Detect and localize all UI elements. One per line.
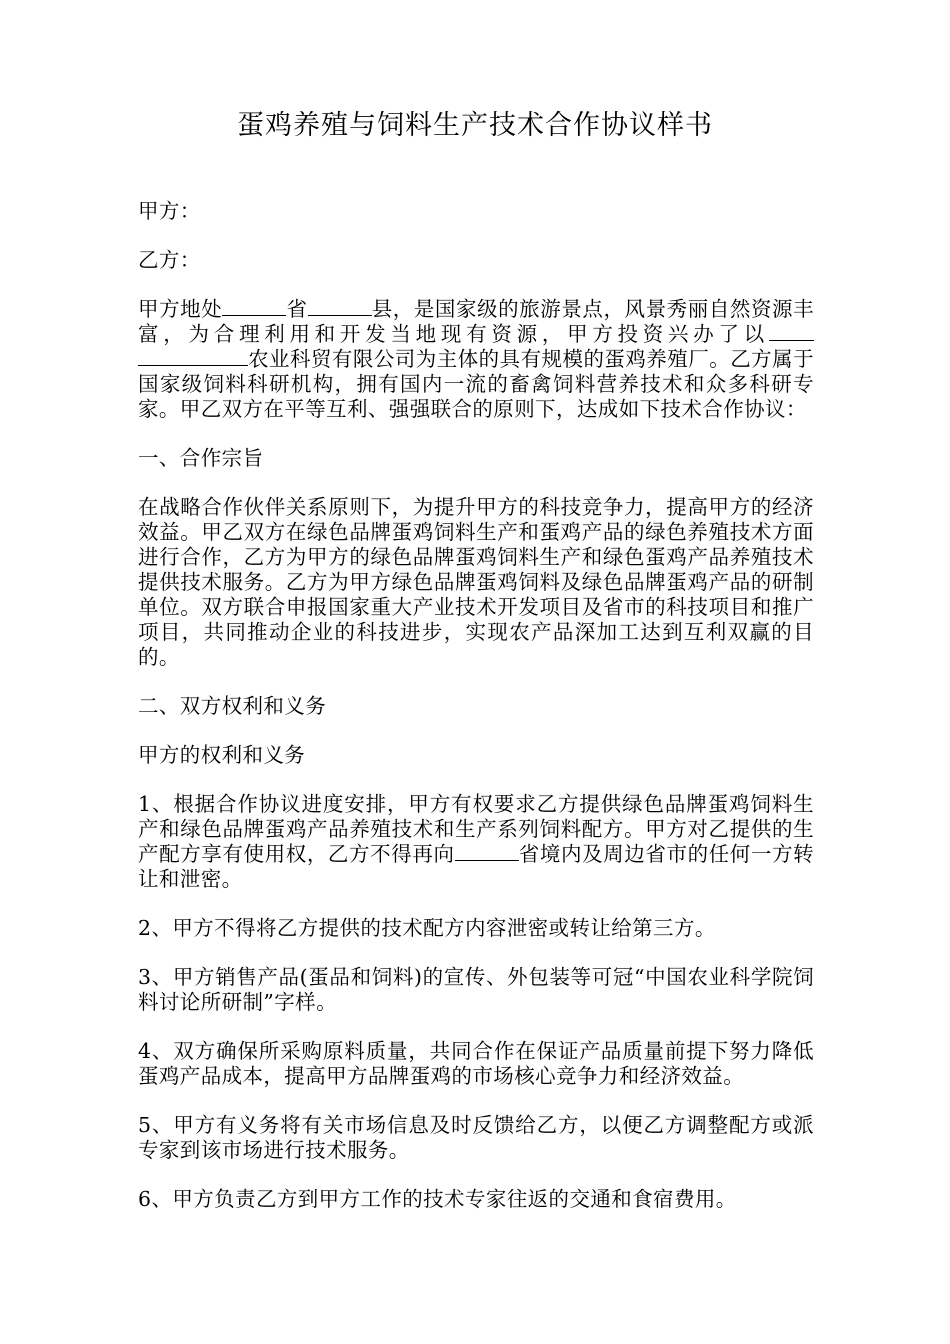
document-title: 蛋鸡养殖与饲料生产技术合作协议样书 bbox=[237, 110, 713, 141]
clause-3: 3、甲方销售产品(蛋品和饲料)的宣传、外包装等可冠“中国农业科学院饲料讨论所研制”字样。 bbox=[138, 965, 814, 1014]
clause-1 bbox=[138, 792, 814, 892]
intro-paragraph bbox=[138, 297, 814, 422]
company-blank-start[interactable] bbox=[138, 347, 248, 366]
clause-6: 6、甲方负责乙方到甲方工作的技术专家往返的交通和食宿费用。 bbox=[138, 1187, 737, 1211]
intro-text-2: 省 bbox=[286, 297, 308, 321]
intro-text-4: 农业科贸有限公司为主体的具有规模的蛋鸡养殖厂。乙方属于国家级饲料科研机构，拥有国内一流的畜禽饲料营养技术和众多科研专家。甲乙双方在平等互利、强强联合的原则下，达成如下技术合作协议： bbox=[138, 347, 814, 421]
party-b-line: 乙方： bbox=[138, 248, 201, 272]
clause-1-text-1: 1、根据合作协议进度安排，甲方有权要求乙方提供绿色品牌蛋鸡饲料生产和绿色品牌蛋鸡产品养殖技术和生产系列饲料配方。甲方对乙提供的生产配方享有使用权，乙方不得再向 bbox=[138, 792, 814, 866]
section1-paragraph: 在战略合作伙伴关系原则下，为提升甲方的科技竞争力，提高甲方的经济效益。甲乙双方在绿色品牌蛋鸡饲料生产和蛋鸡产品的绿色养殖技术方面进行合作，乙方为甲方的绿色品牌蛋鸡饲料生产和绿色蛋鸡产品养殖技术提供技术服务。乙方为甲方绿色品牌蛋鸡饲料及绿色品牌蛋鸡产品的研制单位。双方联合申报国家重大产业技术开发项目及省市的科技项目和推广项目，共同推动企业的科技进步，实现农产品深加工达到互利双赢的目的。 bbox=[138, 495, 814, 669]
clause-1-text-2: 省境内及周边省市的任何一方转让和泄密。 bbox=[138, 842, 814, 891]
intro-text-1: 甲方地处 bbox=[138, 297, 223, 321]
province-blank[interactable] bbox=[222, 297, 286, 316]
clause-4: 4、双方确保所采购原料质量，共同合作在保证产品质量前提下努力降低蛋鸡产品成本，提高甲方品牌蛋鸡的市场核心竞争力和经济效益。 bbox=[138, 1039, 814, 1088]
section2-subheading: 甲方的权利和义务 bbox=[138, 743, 306, 767]
province-blank-2[interactable] bbox=[455, 842, 519, 861]
section1-heading: 一、合作宗旨 bbox=[138, 446, 264, 470]
county-blank[interactable] bbox=[308, 297, 372, 316]
party-a-line: 甲方： bbox=[138, 199, 201, 223]
intro-text-3: 县，是国家级的旅游景点，风景秀丽自然资源丰富，为合理利用和开发当地现有资源，甲方投资兴办了以 bbox=[138, 297, 814, 346]
section2-heading: 二、双方权利和义务 bbox=[138, 694, 327, 718]
clause-2: 2、甲方不得将乙方提供的技术配方内容泄密或转让给第三方。 bbox=[138, 916, 716, 940]
document-body bbox=[138, 199, 814, 1236]
company-blank-end[interactable] bbox=[769, 322, 814, 341]
clause-5: 5、甲方有义务将有关市场信息及时反馈给乙方，以便乙方调整配方或派专家到该市场进行技术服务。 bbox=[138, 1113, 814, 1162]
